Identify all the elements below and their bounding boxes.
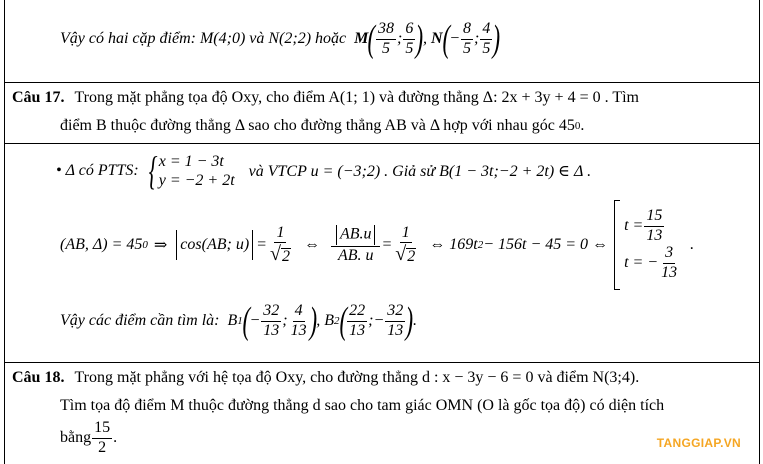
point-M-coords: ( $\frac{38}{5}$ ; $\frac{6}{5}$ )	[367, 18, 424, 60]
question-text: Trong mặt phẳng tọa độ Oxy, cho điểm A(1; 1) và đường thẳng Δ: 2x + 3y + 4 = 0 . Tìm	[74, 89, 639, 106]
brace: {	[148, 148, 158, 193]
punctuation: .	[690, 236, 695, 253]
divider	[4, 82, 759, 83]
fraction-denominator: 5	[382, 39, 391, 57]
fraction-numerator: AB.u	[339, 225, 372, 243]
point-B2-coords: ( $\frac{22}{13}$ ;− $\frac{32}{13}$ )	[339, 300, 414, 342]
area-fraction	[92, 420, 112, 457]
conclusion-text: Vậy có hai cặp điểm: M(4;0) và N(2;2) hoặc	[60, 30, 347, 47]
fraction-numerator: 1	[274, 225, 286, 244]
solution-lead: t =	[624, 217, 644, 235]
question-text: Tìm tọa độ điểm M thuộc đường thẳng d sao cho tam giác OMN (O là gốc tọa độ) có diện tích	[60, 397, 665, 414]
point-M-label: M	[354, 30, 369, 47]
fraction-numerator: 15	[644, 208, 664, 227]
fraction-denominator: 13	[661, 263, 678, 281]
quadratic-rest: − 156t − 45 = 0 ⇔	[483, 236, 609, 253]
question-18-line3	[60, 420, 117, 457]
fraction-numerator: 32	[385, 303, 405, 322]
system-line: y = −2 + 2t	[158, 172, 235, 189]
fraction-numerator: 38	[376, 21, 396, 40]
fraction-denominator: 13	[263, 321, 280, 339]
exponent: 2	[477, 239, 484, 251]
fraction-numerator: 15	[92, 420, 112, 439]
question-text: Trong mặt phẳng với hệ tọa độ Oxy, cho đường thẳng d : x − 3y − 6 = 0 và điểm N(3;4).	[74, 369, 640, 386]
direction-vector-text: và VTCP u = (−3;2) . Giả sử B(1 − 3t;−2 + 2t) ∈ Δ .	[248, 163, 592, 180]
question-17-line2	[60, 117, 584, 135]
fraction-numerator: 4	[480, 21, 492, 40]
sqrt-argument: 2	[281, 247, 290, 265]
fraction-denominator: 13	[646, 227, 663, 245]
result-17: Vậy các điểm cần tìm là: B 1 ( − $\frac{32}{13}$ ; $\frac{4}{13}$ ) , B 2 ( $\frac{22}{13}$ ;− $\frac{32}{13}$ ) .	[60, 300, 417, 342]
parametric-line	[56, 148, 591, 194]
point-B1-label: B	[227, 312, 238, 329]
question-label: Câu 18.	[12, 369, 65, 386]
previous-conclusion: Vậy có hai cặp điểm: M(4;0) và N(2;2) hoặc M ( $\frac{38}{5}$ ; $\frac{6}{5}$ ) , N ( − $\frac{8}{5}$ ; $\frac{4}{5}$ )	[60, 18, 501, 60]
implies-symbol: ⇒	[153, 237, 168, 254]
point-N-coords: ( − $\frac{8}{5}$ ; $\frac{4}{5}$ )	[442, 18, 501, 60]
divider	[4, 143, 759, 144]
equation-system	[159, 152, 235, 190]
divider	[4, 362, 759, 363]
degree-superscript: 0	[574, 120, 581, 132]
equals-sign: =	[381, 236, 393, 253]
punctuation: .	[580, 117, 585, 134]
fraction-denominator: 13	[387, 321, 404, 339]
fraction-numerator: 1	[400, 225, 412, 244]
fraction-denominator: 5	[405, 39, 414, 57]
fraction-denominator: 2	[98, 438, 107, 456]
fraction-denominator: AB. u	[337, 247, 374, 265]
fraction: 1 √ 2	[269, 223, 290, 266]
point-N-label: N	[431, 30, 443, 47]
cosine-expression: cos(AB; u)	[180, 236, 250, 253]
bullet: •	[56, 162, 62, 179]
subscript: 2	[334, 315, 340, 327]
question-17	[12, 89, 639, 107]
degree-superscript: 0	[142, 239, 148, 251]
punctuation: .	[412, 312, 417, 329]
question-text: bằng	[60, 429, 92, 447]
subscript: 1	[237, 315, 243, 327]
lead-text: Δ có PTTS:	[65, 162, 139, 179]
fraction	[331, 225, 381, 265]
angle-equation	[60, 200, 694, 290]
equals-sign: =	[256, 236, 267, 253]
fraction-numerator: 22	[347, 303, 367, 322]
watermark: TANGGIAP.VN	[656, 436, 741, 450]
question-18	[12, 369, 639, 387]
equation-term: (AB, Δ) = 45	[60, 236, 143, 253]
fraction-numerator: 32	[261, 303, 281, 322]
fraction: 1 √ 2	[395, 223, 416, 266]
fraction-denominator: 5	[482, 39, 491, 57]
fraction-numerator: 8	[461, 21, 473, 40]
fraction-numerator: 6	[403, 21, 415, 40]
question-18-line2	[60, 397, 664, 415]
point-B2-label: B	[324, 312, 334, 329]
point-B1-coords: ( − $\frac{32}{13}$ ; $\frac{4}{13}$ )	[242, 300, 317, 342]
sqrt-argument: 2	[407, 247, 416, 265]
fraction-denominator: 5	[463, 39, 472, 57]
solution-lead: t = −	[624, 253, 659, 271]
fraction-numerator: 3	[663, 245, 675, 264]
result-text: Vậy các điểm cần tìm là:	[60, 312, 220, 329]
system-line: x = 1 − 3t	[158, 152, 224, 170]
question-text: điểm B thuộc đường thẳng Δ sao cho đường thẳng AB và Δ hợp với nhau góc 45	[60, 117, 575, 134]
solution-set	[624, 208, 680, 281]
quadratic-term: ⇔ 169t	[429, 236, 478, 253]
question-label: Câu 17.	[12, 89, 65, 106]
punctuation: .	[113, 429, 118, 447]
fraction-numerator: 4	[293, 303, 305, 322]
iff-symbol: ⇔	[303, 236, 320, 253]
bracket	[614, 200, 620, 290]
fraction-denominator: 13	[349, 321, 366, 339]
fraction-denominator: 13	[290, 321, 307, 339]
